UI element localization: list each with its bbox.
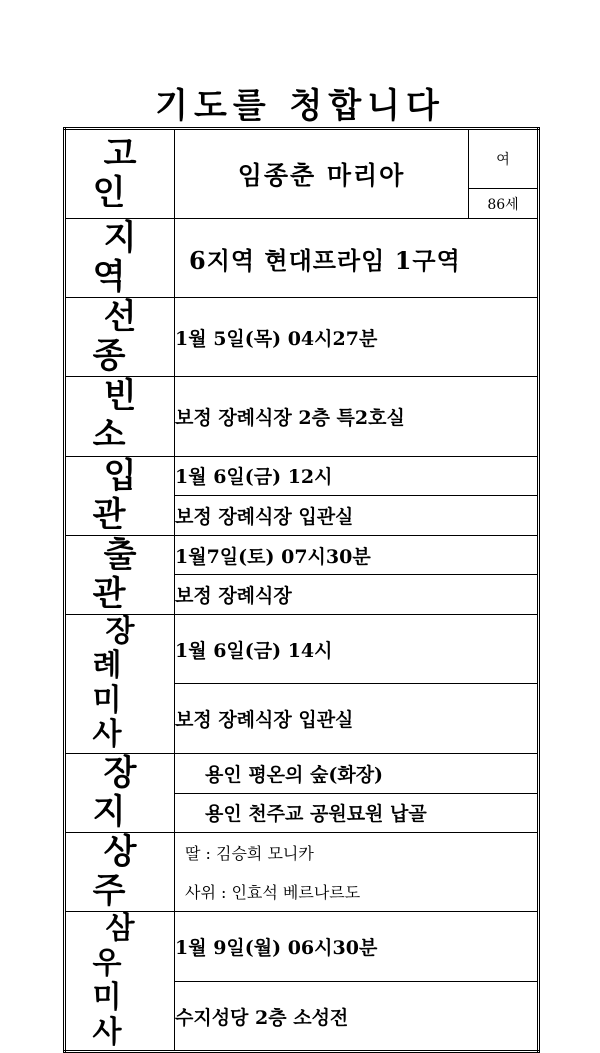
burial-place2: 용인 천주교 공원묘원 납골: [175, 793, 539, 833]
funeral-notice-table: [63, 127, 540, 1053]
death-row: [65, 298, 539, 377]
region-value: 6지역 현대프라임 1구역: [175, 219, 539, 298]
deceased-label: 고 인: [65, 129, 175, 219]
memorial-mass-place: 수지성당 2층 소성전: [175, 982, 539, 1052]
burial-place1: 용인 평온의 숲(화장): [175, 753, 539, 793]
mortuary-label: 빈 소: [65, 377, 175, 456]
funeral-mass-label-line1: 장 례: [92, 613, 161, 684]
mortuary-value: 보정 장례식장 2층 특2호실: [175, 377, 539, 456]
funeral-mass-row-time: [65, 614, 539, 684]
encoffin-time: 1월 6일(금) 12시: [175, 456, 539, 496]
departure-row-time: [65, 535, 539, 575]
deceased-row-top: [65, 129, 539, 189]
deceased-gender: 여: [469, 129, 539, 189]
departure-label: 출 관: [65, 535, 175, 614]
funeral-mass-label: [65, 614, 175, 753]
memorial-mass-row-time: [65, 912, 539, 982]
death-value: 1월 5일(목) 04시27분: [175, 298, 539, 377]
death-label: 선 종: [65, 298, 175, 377]
departure-time: 1월7일(토) 07시30분: [175, 535, 539, 575]
encoffin-row-time: [65, 456, 539, 496]
page-title: 기도를 청합니다: [155, 86, 445, 126]
chief-mourner-line2: 사위 : 인효석 베르나르도: [175, 872, 539, 912]
memorial-mass-label-line1: 삼 우: [92, 911, 161, 981]
burial-row-1: [65, 753, 539, 793]
memorial-mass-time: 1월 9일(월) 06시30분: [175, 912, 539, 982]
region-row: [65, 219, 539, 298]
chief-mourner-line1: 딸 : 김승희 모니카: [175, 833, 539, 873]
encoffin-label: 입 관: [65, 456, 175, 535]
region-label: 지 역: [65, 219, 175, 298]
funeral-mass-time: 1월 6일(금) 14시: [175, 614, 539, 684]
memorial-mass-label: [65, 912, 175, 1052]
funeral-mass-label-line2: 미 사: [92, 682, 148, 753]
deceased-name: 임종춘 마리아: [175, 129, 469, 219]
deceased-age: 86세: [469, 189, 539, 219]
funeral-mass-place: 보정 장례식장 입관실: [175, 684, 539, 754]
burial-label: 장 지: [65, 753, 175, 832]
departure-place: 보정 장례식장: [175, 575, 539, 615]
chief-mourner-label: 상 주: [65, 833, 175, 912]
encoffin-place: 보정 장례식장 입관실: [175, 496, 539, 536]
mortuary-row: [65, 377, 539, 456]
chief-mourner-row-1: [65, 833, 539, 873]
memorial-mass-label-line2: 미 사: [92, 980, 148, 1050]
